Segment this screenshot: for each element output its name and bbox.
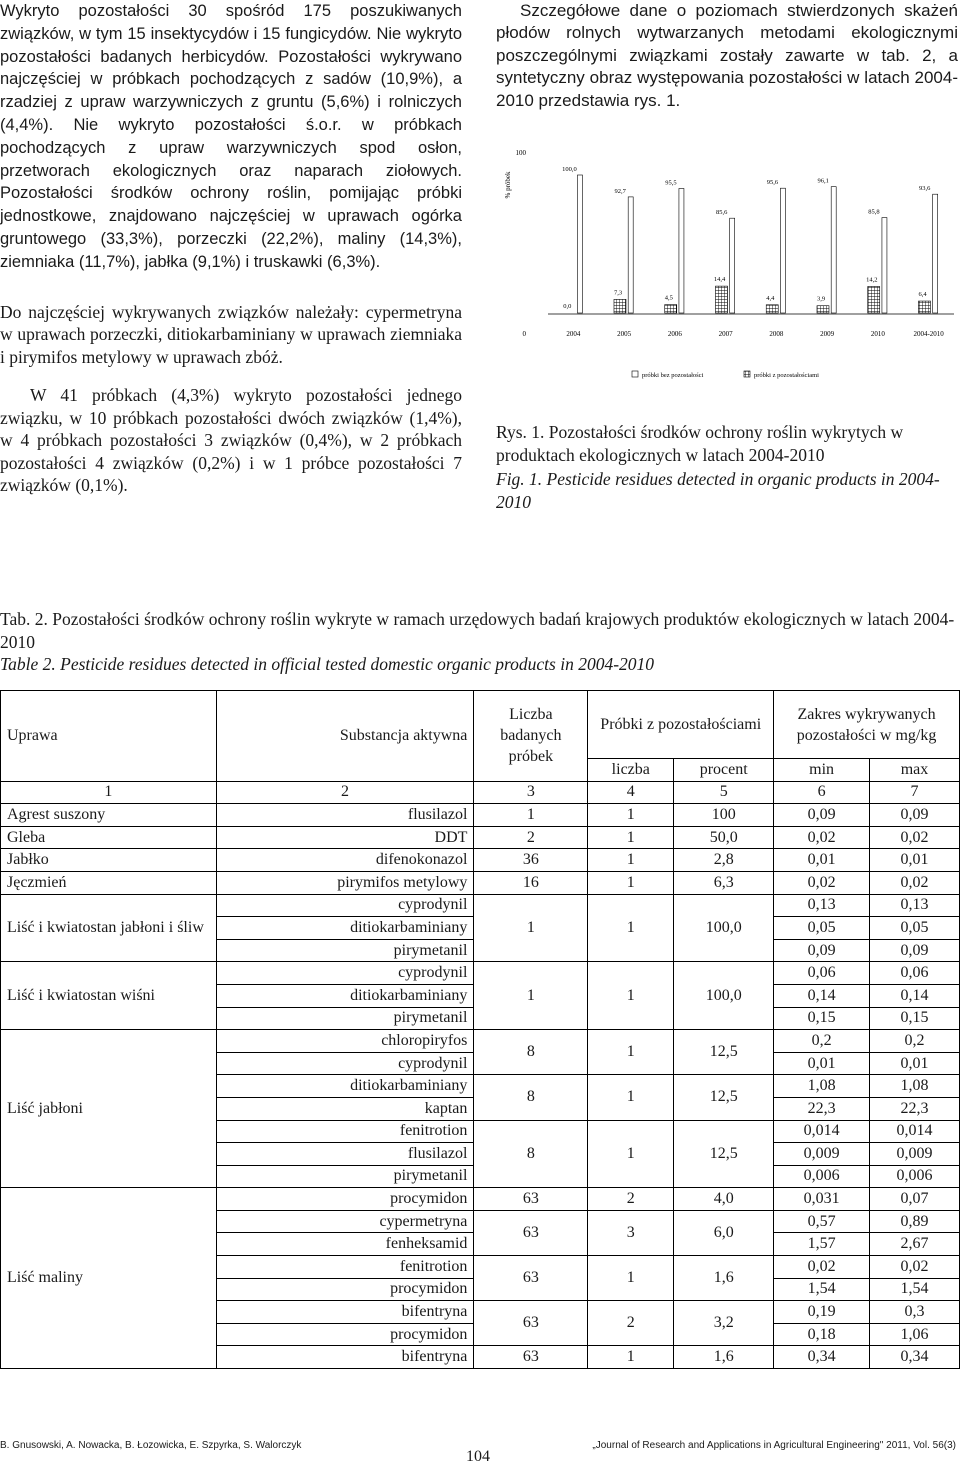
bar-value-label: 0,0 — [563, 303, 572, 310]
legend-label: próbki bez pozostałości — [642, 372, 704, 379]
cell-substance: difenokonazol — [216, 849, 474, 872]
cell-crop: Agrest suszony — [1, 804, 217, 827]
cell-max: 0,09 — [870, 939, 960, 962]
cell-min: 0,19 — [774, 1301, 870, 1324]
cell-crop: Liść jabłoni — [1, 1030, 217, 1188]
header-range: Zakres wykrywanych pozostałości w mg/kg — [774, 691, 960, 759]
cell-samples: 63 — [474, 1346, 588, 1369]
bar-value-label: 85,6 — [715, 209, 728, 217]
cell-samples: 63 — [474, 1210, 588, 1255]
bar-value-label: 14,4 — [713, 276, 726, 284]
cell-min: 0,009 — [774, 1143, 870, 1166]
x-tick-label: 2004 — [566, 330, 581, 338]
x-tick-label: 2006 — [667, 330, 682, 338]
cell-samples: 63 — [474, 1188, 588, 1211]
cell-substance: flusilazol — [216, 1143, 474, 1166]
cell-min: 0,02 — [774, 826, 870, 849]
table-row — [1, 826, 960, 849]
footer-authors: B. Gnusowski, A. Nowacka, B. Łozowicka, E. Szpyrka, S. Walorczyk — [0, 1440, 302, 1451]
cell-substance: bifentryna — [216, 1346, 474, 1369]
left-paragraph-1: Wykryto pozostałości 30 spośród 175 poszukiwanych związków, w tym 15 insektycydów i 15 fungicydów. Nie wykryto pozostałości badanych herbicydów. Pozostałości wykrywano najczęściej w próbkach pochodzących z sadów (10,9%), a rzadziej z upraw warzywniczych z gruntu (5,6%) i rolniczych (4,4%). Nie wykryto pozostałości ś.o.r. w próbkach pochodzących z upraw warzywniczych spod osłon, przetworach ekologicznych oraz naparach ziołowych. Pozostałości środków ochrony roślin, pomijając próbki jednostkowe, znajdowano najczęściej w uprawach ogórka gruntowego (33,3%), porzeczki (22,2%), maliny (14,3%), ziemniaka (11,7%), jabłka (9,1%) i truskawki (6,3%). — [0, 2, 462, 271]
cell-samples: 36 — [474, 849, 588, 872]
cell-samples: 1 — [474, 962, 588, 1030]
header-percent: procent — [674, 759, 774, 782]
legend-swatch-without-residue — [632, 371, 638, 377]
cell-substance: chloropiryfos — [216, 1030, 474, 1053]
left-paragraph-2: Do najczęściej wykrywanych związków należały: cypermetryna w uprawach porzeczki, ditiokarbaminiany w uprawach ziemniaka i pirymifos metylowy w uprawach zbóż. — [0, 301, 462, 367]
column-number: 2 — [216, 781, 474, 804]
cell-substance: cypermetryna — [216, 1210, 474, 1233]
bar-with-residue — [665, 305, 677, 313]
cell-max: 0,01 — [870, 1052, 960, 1075]
cell-samples: 8 — [474, 1120, 588, 1188]
header-crop: Uprawa — [1, 691, 217, 782]
cell-min: 0,031 — [774, 1188, 870, 1211]
bar-value-label: 3,9 — [816, 295, 826, 303]
cell-min: 0,014 — [774, 1120, 870, 1143]
cell-samples: 63 — [474, 1301, 588, 1346]
left-paragraph-3: W 41 próbkach (4,3%) wykryto pozostałości jednego związku, w 10 próbkach pozostałości dwóch związków (1,4%), w 4 próbkach pozostałości 3 związków (0,4%), w 2 próbkach pozostałości 4 związków (0,2%) i w 1 próbce pozostałości 7 związków (0,1%). — [0, 385, 462, 496]
cell-substance: cyprodynil — [216, 1052, 474, 1075]
cell-count: 2 — [588, 1301, 674, 1346]
cell-max: 0,2 — [870, 1030, 960, 1053]
bar-with-residue — [715, 286, 727, 313]
bar-value-label: 92,7 — [614, 187, 626, 195]
cell-min: 0,34 — [774, 1346, 870, 1369]
cell-samples: 2 — [474, 826, 588, 849]
bar-value-label: 93,6 — [918, 185, 931, 193]
cell-min: 0,01 — [774, 1052, 870, 1075]
header-count: liczba — [588, 759, 674, 782]
cell-percent: 6,3 — [674, 871, 774, 894]
header-max: max — [870, 759, 960, 782]
cell-max: 0,3 — [870, 1301, 960, 1324]
cell-crop: Gleba — [1, 826, 217, 849]
bar-without-residue — [679, 189, 684, 314]
bar-value-label: 95,5 — [665, 179, 677, 187]
x-tick-label: 2007 — [718, 330, 733, 338]
table-caption-pl: Tab. 2. Pozostałości środków ochrony roślin wykryte w ramach urzędowych badań krajowych produktów ekologicznych w latach 2004-2010 — [0, 609, 955, 652]
cell-percent: 100,0 — [674, 894, 774, 962]
bar-without-residue — [577, 175, 582, 313]
column-number: 5 — [674, 781, 774, 804]
cell-samples: 1 — [474, 804, 588, 827]
cell-max: 0,13 — [870, 894, 960, 917]
cell-count: 1 — [588, 849, 674, 872]
cell-max: 0,01 — [870, 849, 960, 872]
cell-substance: pirymifos metylowy — [216, 871, 474, 894]
cell-max: 0,89 — [870, 1210, 960, 1233]
bar-value-label: 4,5 — [664, 294, 673, 302]
cell-samples: 8 — [474, 1030, 588, 1075]
cell-min: 0,02 — [774, 871, 870, 894]
cell-max: 0,34 — [870, 1346, 960, 1369]
right-paragraph-1: Szczegółowe dane o poziomach stwierdzonych skażeń płodów rolnych wytwarzanych metodami ekologicznymi poszczególnymi związkami zostały zawarte w tab. 2, a syntetyczny obraz występowania pozostałości w latach 2004-2010 przedstawia rys. 1. — [496, 1, 958, 110]
table-row — [1, 1188, 960, 1211]
cell-min: 0,09 — [774, 939, 870, 962]
cell-substance: procymidon — [216, 1323, 474, 1346]
cell-min: 0,13 — [774, 894, 870, 917]
cell-samples: 8 — [474, 1075, 588, 1120]
header-samples: Liczba badanych próbek — [474, 691, 588, 782]
chart-svg — [496, 125, 960, 395]
cell-count: 1 — [588, 871, 674, 894]
header-residue-samples: Próbki z pozostałościami — [588, 691, 774, 759]
cell-max: 0,07 — [870, 1188, 960, 1211]
y-tick-label: 100 — [515, 149, 526, 157]
cell-max: 1,06 — [870, 1323, 960, 1346]
cell-min: 1,08 — [774, 1075, 870, 1098]
right-column — [496, 0, 958, 112]
cell-percent: 100,0 — [674, 962, 774, 1030]
bar-without-residue — [628, 197, 633, 313]
cell-count: 1 — [588, 1120, 674, 1188]
cell-max: 0,02 — [870, 826, 960, 849]
cell-substance: pirymetanil — [216, 939, 474, 962]
cell-count: 1 — [588, 962, 674, 1030]
cell-min: 0,05 — [774, 917, 870, 940]
x-tick-label: 2010 — [870, 330, 885, 338]
cell-samples: 16 — [474, 871, 588, 894]
cell-max: 0,06 — [870, 962, 960, 985]
cell-samples: 1 — [474, 894, 588, 962]
bar-without-residue — [933, 194, 938, 313]
cell-percent: 12,5 — [674, 1075, 774, 1120]
cell-percent: 1,6 — [674, 1256, 774, 1301]
cell-percent: 50,0 — [674, 826, 774, 849]
cell-percent: 2,8 — [674, 849, 774, 872]
x-tick-label: 2008 — [769, 330, 784, 338]
column-number: 3 — [474, 781, 588, 804]
y-tick-label: 0 — [522, 330, 526, 338]
cell-substance: pirymetanil — [216, 1165, 474, 1188]
cell-min: 0,006 — [774, 1165, 870, 1188]
cell-count: 1 — [588, 894, 674, 962]
cell-max: 0,14 — [870, 984, 960, 1007]
table-row — [1, 871, 960, 894]
cell-percent: 3,2 — [674, 1301, 774, 1346]
cell-substance: flusilazol — [216, 804, 474, 827]
cell-count: 1 — [588, 804, 674, 827]
bar-value-label: 7,3 — [613, 289, 623, 297]
cell-crop: Jęczmień — [1, 871, 217, 894]
table-row — [1, 1030, 960, 1053]
bar-without-residue — [780, 188, 785, 313]
column-number: 7 — [870, 781, 960, 804]
cell-substance: bifentryna — [216, 1301, 474, 1324]
table-row — [1, 804, 960, 827]
cell-percent: 4,0 — [674, 1188, 774, 1211]
cell-min: 0,57 — [774, 1210, 870, 1233]
bar-value-label: 6,4 — [918, 291, 927, 299]
cell-crop: Jabłko — [1, 849, 217, 872]
column-number: 4 — [588, 781, 674, 804]
cell-min: 1,54 — [774, 1278, 870, 1301]
legend-swatch-with-residue — [744, 371, 750, 377]
cell-count: 1 — [588, 1030, 674, 1075]
cell-substance: DDT — [216, 826, 474, 849]
cell-crop: Liść i kwiatostan wiśni — [1, 962, 217, 1030]
header-substance: Substancja aktywna — [216, 691, 474, 782]
cell-min: 22,3 — [774, 1097, 870, 1120]
cell-percent: 1,6 — [674, 1346, 774, 1369]
header-min: min — [774, 759, 870, 782]
cell-substance: cyprodynil — [216, 962, 474, 985]
cell-min: 0,18 — [774, 1323, 870, 1346]
cell-count: 1 — [588, 1256, 674, 1301]
bar-value-label: 95,6 — [766, 179, 779, 187]
cell-substance: cyprodynil — [216, 894, 474, 917]
x-tick-label: 2004-2010 — [913, 330, 944, 338]
bar-value-label: 4,4 — [766, 294, 775, 302]
table-row — [1, 894, 960, 917]
page-number: 104 — [466, 1448, 490, 1465]
cell-substance: procymidon — [216, 1188, 474, 1211]
cell-substance: ditiokarbaminiany — [216, 917, 474, 940]
cell-count: 1 — [588, 1075, 674, 1120]
cell-substance: ditiokarbaminiany — [216, 1075, 474, 1098]
cell-max: 0,009 — [870, 1143, 960, 1166]
column-number: 1 — [1, 781, 217, 804]
cell-max: 0,15 — [870, 1007, 960, 1030]
bar-with-residue — [918, 301, 930, 313]
cell-max: 0,02 — [870, 1256, 960, 1279]
column-number-row — [1, 781, 960, 804]
table-caption — [0, 608, 960, 676]
table-row — [1, 849, 960, 872]
residue-bar-chart — [496, 125, 960, 395]
cell-max: 2,67 — [870, 1233, 960, 1256]
figure-caption-en: Fig. 1. Pesticide residues detected in organic products in 2004-2010 — [496, 469, 940, 512]
figure-caption-pl: Rys. 1. Pozostałości środków ochrony roślin wykrytych w produktach ekologicznych w latach 2004-2010 — [496, 422, 904, 465]
cell-min: 0,2 — [774, 1030, 870, 1053]
y-axis-label: % próbek — [504, 171, 512, 199]
cell-min: 1,57 — [774, 1233, 870, 1256]
cell-substance: kaptan — [216, 1097, 474, 1120]
cell-substance: fenitrotion — [216, 1120, 474, 1143]
bar-with-residue — [868, 286, 880, 313]
cell-substance: ditiokarbaminiany — [216, 984, 474, 1007]
footer-journal: „Journal of Research and Applications in Agricultural Engineering" 2011, Vol. 56(3) — [592, 1440, 956, 1451]
cell-samples: 63 — [474, 1256, 588, 1301]
bar-value-label: 96,1 — [817, 177, 829, 185]
cell-max: 0,02 — [870, 871, 960, 894]
bar-with-residue — [817, 306, 829, 313]
cell-max: 0,006 — [870, 1165, 960, 1188]
cell-min: 0,09 — [774, 804, 870, 827]
cell-min: 0,06 — [774, 962, 870, 985]
column-number: 6 — [774, 781, 870, 804]
cell-percent: 100 — [674, 804, 774, 827]
bar-with-residue — [766, 305, 778, 313]
bar-without-residue — [882, 218, 887, 313]
table-caption-en: Table 2. Pesticide residues detected in official tested domestic organic products in 2004-2010 — [0, 654, 655, 674]
cell-count: 3 — [588, 1210, 674, 1255]
bar-without-residue — [730, 218, 735, 313]
cell-crop: Liść maliny — [1, 1188, 217, 1369]
bar-with-residue — [614, 299, 626, 313]
cell-substance: procymidon — [216, 1278, 474, 1301]
cell-min: 0,02 — [774, 1256, 870, 1279]
cell-max: 0,09 — [870, 804, 960, 827]
figure-caption — [496, 421, 958, 513]
residues-table — [0, 690, 960, 1369]
cell-count: 1 — [588, 826, 674, 849]
cell-min: 0,01 — [774, 849, 870, 872]
bar-value-label: 14,2 — [866, 276, 878, 284]
cell-min: 0,15 — [774, 1007, 870, 1030]
cell-max: 22,3 — [870, 1097, 960, 1120]
cell-percent: 12,5 — [674, 1120, 774, 1188]
cell-min: 0,14 — [774, 984, 870, 1007]
bar-value-label: 85,8 — [868, 208, 880, 216]
x-tick-label: 2009 — [820, 330, 835, 338]
cell-percent: 12,5 — [674, 1030, 774, 1075]
cell-max: 0,014 — [870, 1120, 960, 1143]
cell-crop: Liść i kwiatostan jabłoni i śliw — [1, 894, 217, 962]
cell-max: 1,08 — [870, 1075, 960, 1098]
cell-substance: fenitrotion — [216, 1256, 474, 1279]
cell-percent: 6,0 — [674, 1210, 774, 1255]
cell-max: 1,54 — [870, 1278, 960, 1301]
cell-count: 2 — [588, 1188, 674, 1211]
cell-substance: pirymetanil — [216, 1007, 474, 1030]
bar-value-label: 100,0 — [562, 166, 577, 173]
left-column — [0, 0, 462, 497]
cell-max: 0,05 — [870, 917, 960, 940]
cell-count: 1 — [588, 1346, 674, 1369]
table-row — [1, 962, 960, 985]
bar-without-residue — [831, 187, 836, 313]
x-tick-label: 2005 — [617, 330, 632, 338]
cell-substance: fenheksamid — [216, 1233, 474, 1256]
legend-label: próbki z pozostałościami — [754, 372, 819, 379]
